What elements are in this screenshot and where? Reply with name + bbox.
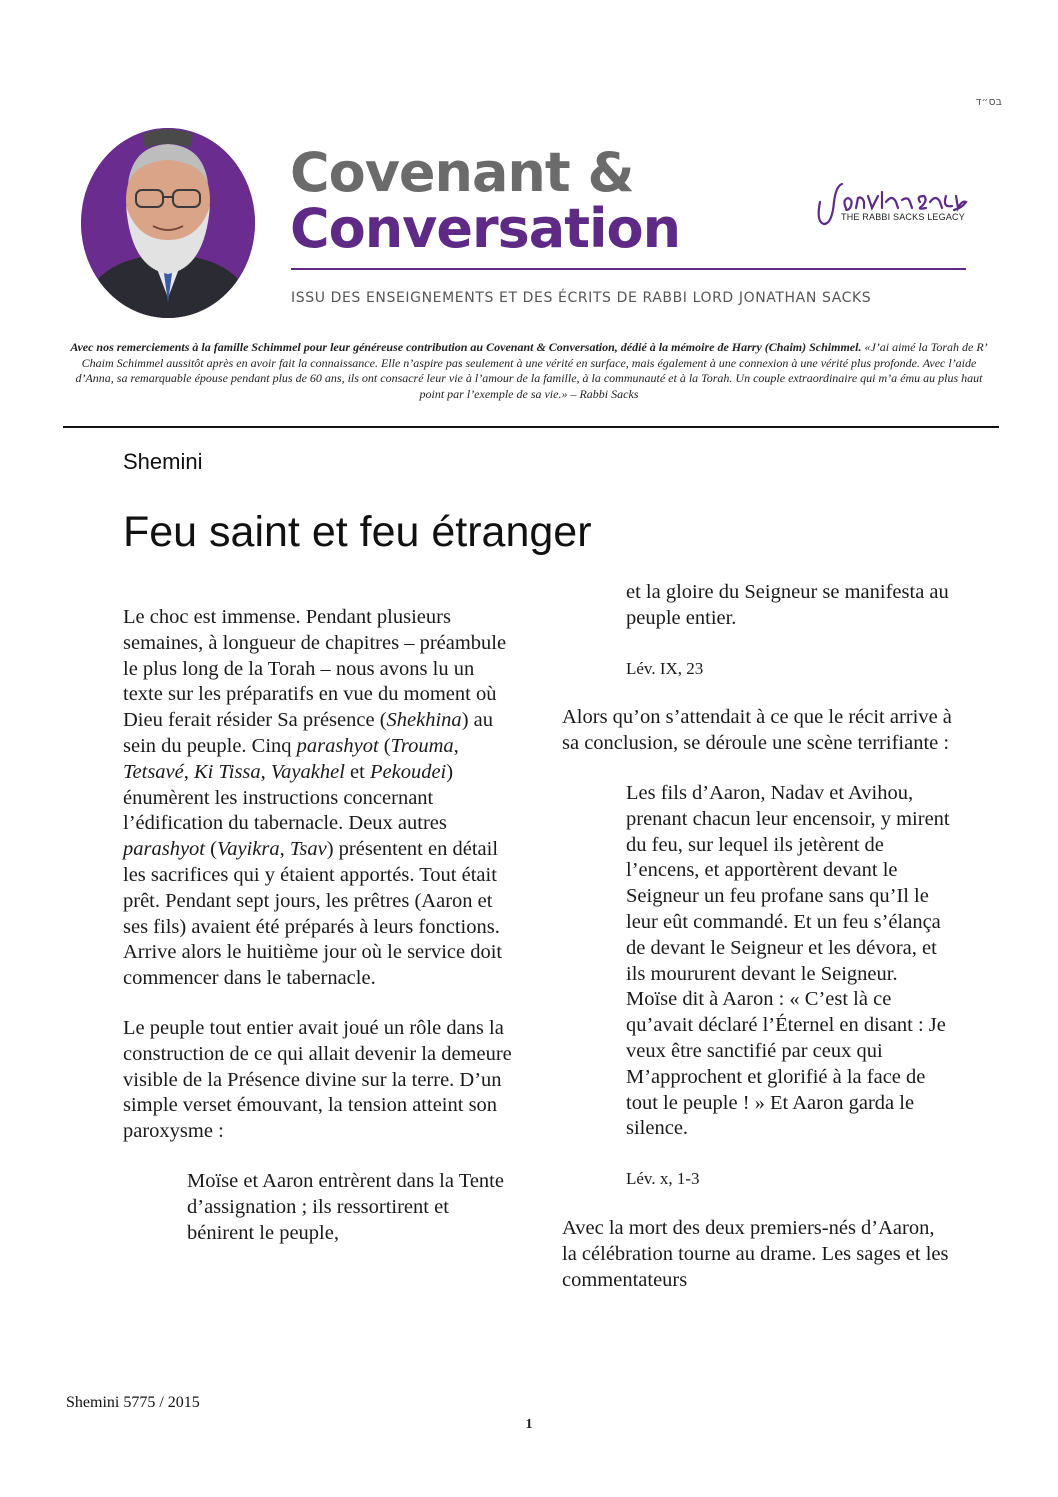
dedication-quote: «J’ai aimé la Torah de R’ Chaim Schimmel aussitôt après en avoir fait la connaissance. Elle n’aspire pas seulement à une vérité en surface, mais également à une connexion à une vérité plus profonde. Avec l’aide d’Anna, sa remarquable épouse pendant plus de 60 ans, ils ont consacré leur vie à l’amour de la famille, à la communauté et à la Torah. Un couple extraordinaire qui m’a ému au plus haut point par l’exemple de sa vie.» – Rabbi Sacks (75, 340, 988, 401)
tagline: ISSU DES ENSEIGNEMENTS ET DES ÉCRITS DE RABBI LORD JONATHAN SACKS (291, 290, 872, 306)
paragraph-1: Le choc est immense. Pendant plusieurs semaines, à longueur de chapitres – préambule le plus long de la Torah – nous avons lu un texte sur les préparatifs en vue du moment où Dieu ferait résider Sa présence (Shekhina) au sein du peuple. Cinq parashyot (Trouma, Tetsavé, Ki Tissa, Vayakhel et Pekoudei) énumèrent les instructions concernant l’édification du tabernacle. Deux autres parashyot (Vayikra, Tsav) présentent en détail les sacrifices qui y étaient apportés. Tout était prêt. Pendant sept jours, les prêtres (Aaron et ses fils) avaient été préparés à leurs fonctions. Arrive alors le huitième jour où le service doit commencer dans le tabernacle. (123, 606, 507, 990)
quote-2: Les fils d’Aaron, Nadav et Avihou, prenant chacun leur encensoir, y mirent du feu, sur lequel ils jetèrent de l’encens, et apportèrent devant le Seigneur un feu profane sans qu’Il le leur eût commandé. Et un feu s’élança de devant le Seigneur et les dévora, et ils moururent devant le Seigneur. Moïse dit à Aaron : « C’est là ce qu’avait déclaré l’Éternel en disant : Je veux être sanctifié par ceux qui M’approchent et glorifié à la face de tout le peuple ! » Et Aaron garda le silence. (626, 781, 950, 1140)
quote-1-start: Moïse et Aaron entrèrent dans la Tente d’assignation ; ils ressortirent et bénirent le peuple, (187, 1169, 504, 1244)
parasha-name: Shemini (123, 449, 203, 474)
paragraph-2: Le peuple tout entier avait joué un rôle dans la construction de ce qui allait devenir la demeure visible de la Présence divine sur la terre. D’un simple verset émouvant, la tension atteint son paroxysme : (123, 1016, 512, 1143)
column-right (562, 580, 952, 1293)
quote-1-end: et la gloire du Seigneur se manifesta au peuple entier. (626, 581, 949, 629)
signature-logo (812, 172, 972, 232)
reference-2: Lév. x, 1-3 (626, 1169, 700, 1189)
paragraph-3: Alors qu’on s’attendait à ce que le récit arrive à sa conclusion, se déroule une scène terrifiante : (562, 706, 952, 755)
author-portrait (81, 128, 255, 318)
header-rule (291, 268, 966, 270)
brand-title-line1: Covenant & (290, 141, 634, 204)
page-number: 1 (525, 1417, 533, 1432)
issue-footer: Shemini 5775 / 2015 (66, 1394, 200, 1411)
reference-1: Lév. IX, 23 (626, 658, 704, 678)
paragraph-4: Avec la mort des deux premiers-nés d’Aaron, la célébration tourne au drame. Les sages et les commentateurs (562, 1216, 949, 1291)
column-left (123, 605, 518, 1246)
dedication (66, 340, 992, 402)
dedication-thanks: Avec nos remerciements à la famille Schimmel pour leur généreuse contribution au Covenant & Conversation, dédié à la mémoire de Harry (Chaim) Schimmel. (70, 340, 862, 354)
section-divider (63, 426, 999, 428)
bsd-mark: בס״ד (975, 95, 1002, 108)
legacy-label: THE RABBI SACKS LEGACY (841, 212, 965, 222)
brand-title-line2: Conversation (290, 197, 681, 260)
article-title: Feu saint et feu étranger (123, 508, 592, 556)
